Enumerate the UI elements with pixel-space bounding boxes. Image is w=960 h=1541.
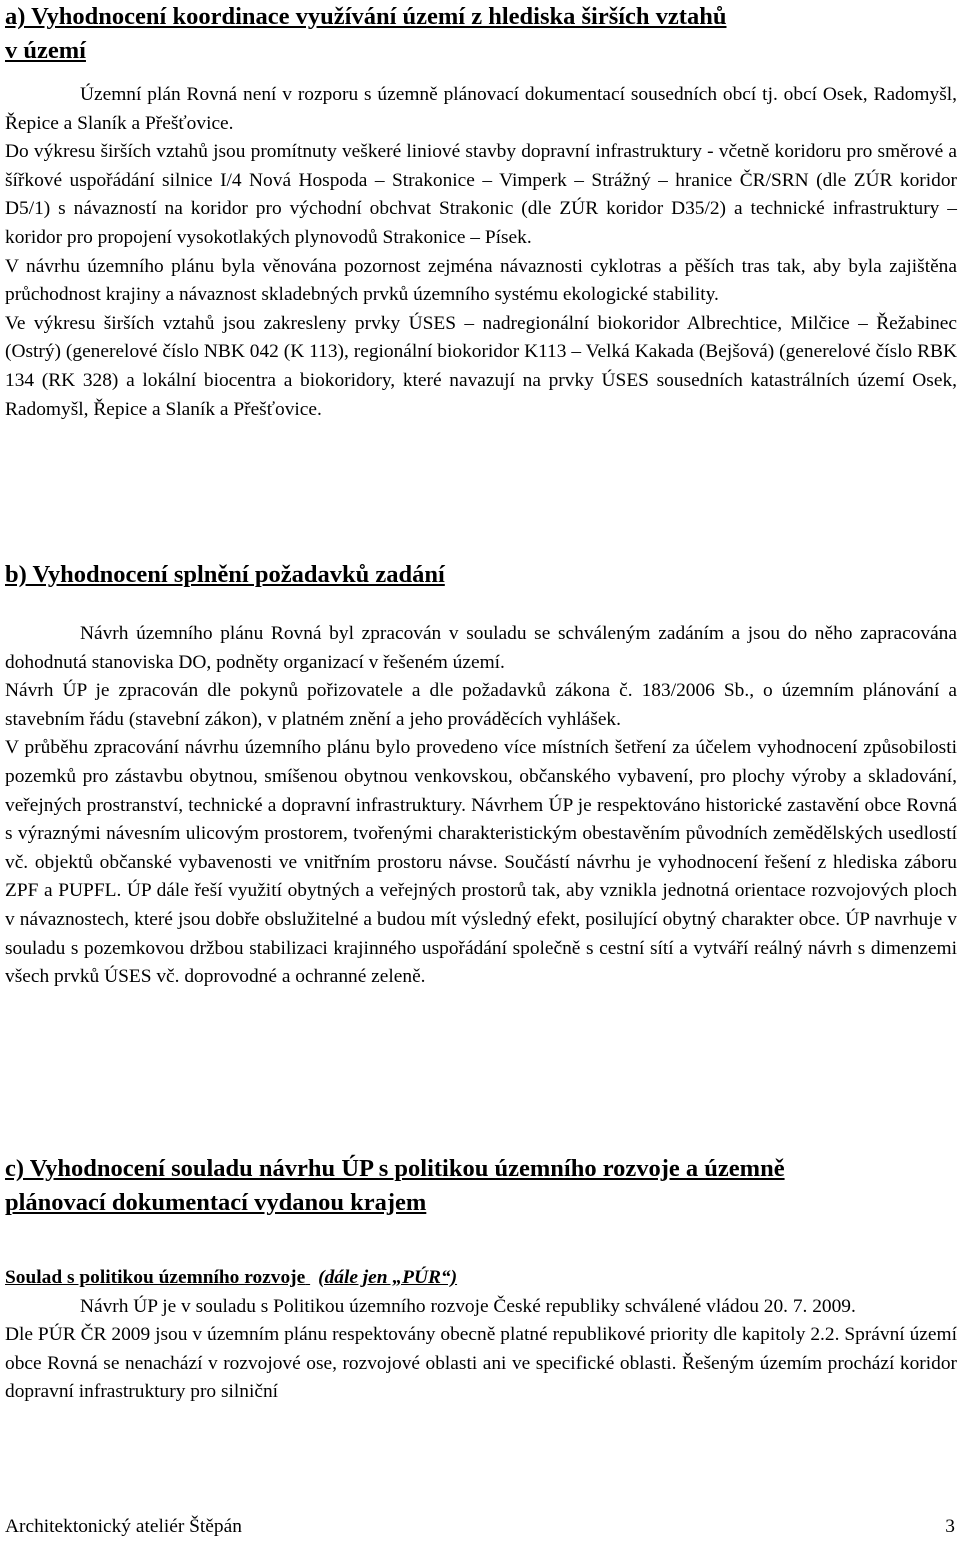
- section-c-paragraph-2: Dle PÚR ČR 2009 jsou v územním plánu respektovány obecně platné republikové priority dle kapitoly 2.2. Správní území obce Rovná se nenachází v rozvojové ose, rozvojové oblasti ani ve specifické oblasti. Řešeným územím prochází koridor dopravní infrastruktury pro silniční: [5, 1324, 957, 1403]
- section-c-heading-line1: c) Vyhodnocení souladu návrhu ÚP s politikou územního rozvoje a územně: [5, 1155, 785, 1182]
- section-c: [5, 1152, 957, 1407]
- subheading-note: (dále jen „PÚR“): [318, 1267, 458, 1288]
- section-a-heading-line1: a) Vyhodnocení koordinace využívání území z hlediska širších vztahů: [5, 3, 727, 30]
- footer-page-number: 3: [945, 1516, 955, 1537]
- section-b-paragraph-2: Návrh ÚP je zpracován dle pokynů pořizovatele a dle požadavků zákona č. 183/2006 Sb., o územním plánování a stavebním řádu (stavební zákon), v platném znění a jeho prováděcích vyhlášek.: [5, 680, 957, 730]
- section-b-heading: b) Vyhodnocení splnění požadavků zadání: [5, 561, 445, 588]
- section-a-paragraph-3: V návrhu územního plánu byla věnována pozornost zejména návaznosti cyklotras a pěších tras tak, aby byla zajištěna průchodnost krajiny a návaznost skladebných prvků územního systému ekologické stability.: [5, 255, 957, 306]
- section-b-paragraph-3: V průběhu zpracování návrhu územního plánu bylo provedeno více místních šetření za účelem vyhodnocení způsobilosti pozemků pro zástavbu obytnou, smíšenou obytnou venkovskou, občanského vybavení, pro plochy výroby a skladování, veřejných prostranství, technické a dopravní infrastruktury. Návrhem ÚP je respektováno historické zastavění obce Rovná s výraznými návesním ulicovým prostorem, tvořenými charakteristickým obestavěním původních zemědělských usedlostí vč. objektů občanské vybavenosti ve vnitřním prostoru návse. Součástí návrhu je vyhodnocení řešení z hlediska záboru ZPF a PUPFL. ÚP dále řeší využití obytných a veřejných prostorů tak, aby vznikla jednotná orientace rozvojových ploch v návaznostech, které jsou dobře obslužitelné a budou mít výsledný efekt, posilující obytný charakter obce. ÚP navrhuje v souladu s pozemkovou držbou stabilizaci krajinného uspořádání společně s cestní sítí a vytváří reálný návrh s dimenzemi všech prvků ÚSES vč. doprovodné a ochranné zeleně.: [5, 737, 957, 988]
- footer-author: Architektonický ateliér Štěpán: [5, 1516, 242, 1537]
- section-c-paragraph-1: Návrh ÚP je v souladu s Politikou územního rozvoje České republiky schválené vládou 20. 7. 2009.: [80, 1295, 856, 1317]
- page-footer: [5, 1515, 955, 1539]
- section-c-subheading: [5, 1264, 957, 1293]
- subheading-text: Soulad s politikou územního rozvoje: [5, 1267, 306, 1288]
- section-a: [5, 0, 957, 424]
- section-b: [5, 558, 957, 992]
- section-a-heading-line2: v území: [5, 37, 86, 64]
- section-b-paragraph-1: Návrh územního plánu Rovná byl zpracován v souladu se schváleným zadáním a jsou do něho zapracována dohodnutá stanoviska DO, podněty organizací v řešeném území.: [5, 623, 957, 673]
- section-a-paragraph-2: Do výkresu širších vztahů jsou promítnuty veškeré liniové stavby dopravní infrastruktury - včetně koridoru pro směrové a šířkové uspořádání silnice I/4 Nová Hospoda – Strakonice – Vimperk – Strážný – hranice ČR/SRN (dle ZÚR koridor D5/1) s návazností na koridor pro východní obchvat Strakonic (dle ZÚR koridor D35/2) a technické infrastruktury – koridor pro propojení vysokotlakých plynovodů Strakonice – Písek.: [5, 141, 957, 248]
- section-c-heading-line2: plánovací dokumentací vydanou krajem: [5, 1189, 427, 1216]
- section-a-paragraph-1: Územní plán Rovná není v rozporu s územně plánovací dokumentací sousedních obcí tj. obcí Osek, Radomyšl, Řepice a Slaník a Přešťovice.: [5, 84, 957, 134]
- section-a-paragraph-4: Ve výkresu širších vztahů jsou zakresleny prvky ÚSES – nadregionální biokoridor Albrechtice, Milčice – Řežabinec (Ostrý) (generelové číslo NBK 042 (K 113), regionální biokoridor K113 – Velká Kakada (Bejšová) (generelové číslo RBK 134 (RK 328) a lokální biocentra a biokoridory, které navazují na prvky ÚSES sousedních katastrálních území Osek, Radomyšl, Řepice a Slaník a Přešťovice.: [5, 312, 957, 420]
